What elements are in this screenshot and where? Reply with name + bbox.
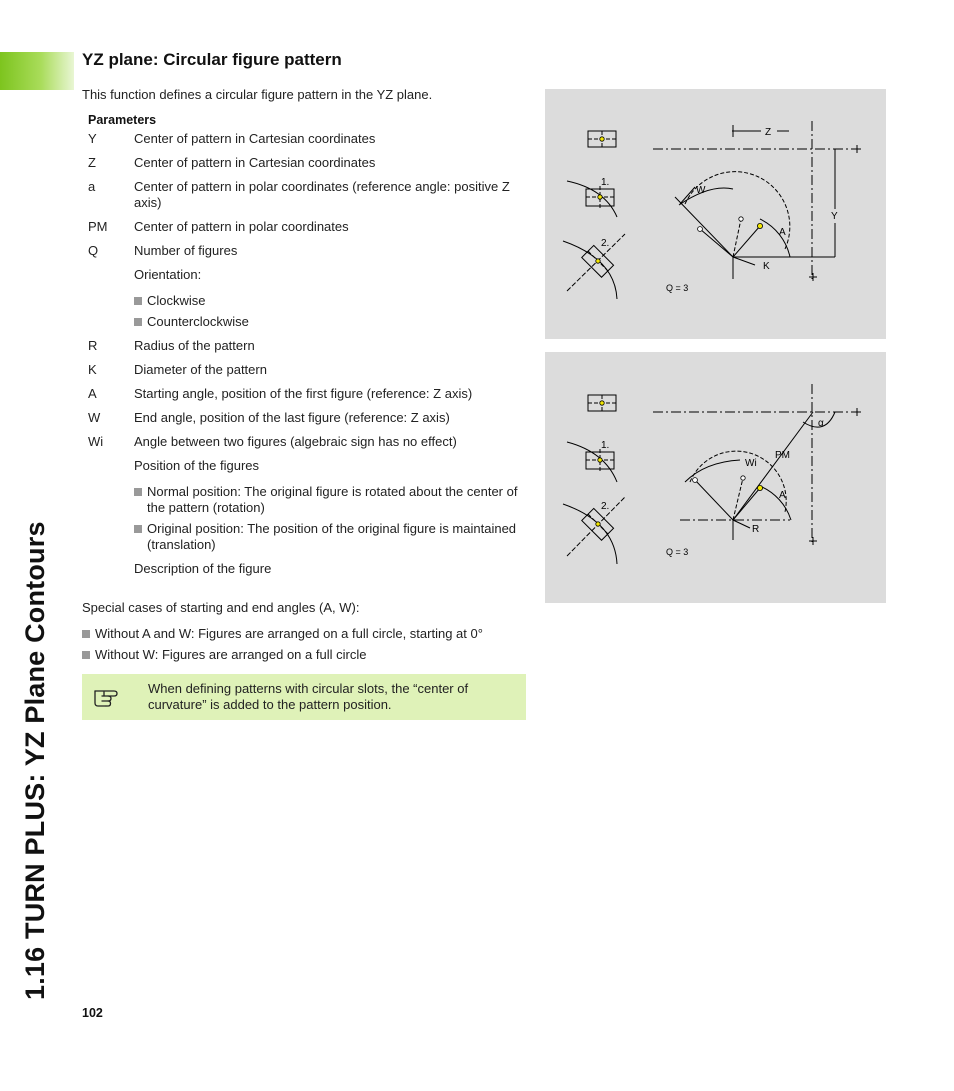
- param-key-a-polar: a: [88, 179, 96, 194]
- label-w: W: [696, 185, 706, 196]
- bullet-square: [134, 488, 142, 496]
- param-key-wi: Wi: [88, 434, 104, 449]
- param-desc-pm: Center of pattern in polar coordinates: [134, 219, 349, 234]
- param-desc-q: Number of figures: [134, 243, 238, 258]
- diagram-figure-1: [545, 89, 886, 339]
- chapter-tab-accent: [0, 52, 74, 90]
- bullet-square: [82, 651, 90, 659]
- param-desc-a: Starting angle, position of the first figure (reference: Z axis): [134, 386, 473, 401]
- label-q-count: Q = 3: [666, 547, 689, 557]
- bullet-square: [134, 525, 142, 533]
- circular-pattern-diagram-1: [545, 89, 886, 339]
- param-desc-k: Diameter of the pattern: [134, 362, 267, 377]
- orientation-option: Counterclockwise: [134, 314, 537, 330]
- special-cases-intro: Special cases of starting and end angles (A, W):: [82, 600, 360, 615]
- position-option: Normal position: The original figure is rotated about the center of the pattern (rotation): [134, 484, 537, 516]
- label-y: Y: [831, 211, 838, 222]
- param-key-w: W: [88, 410, 101, 425]
- bullet-square: [134, 297, 142, 305]
- label-figure-2: 2.: [601, 238, 610, 249]
- param-desc-wi: Angle between two figures (algebraic sign has no effect): [134, 434, 457, 449]
- position-option: Original position: The position of the original figure is maintained (translation): [134, 521, 537, 553]
- circular-pattern-diagram-2: [545, 352, 886, 603]
- param-desc-y: Center of pattern in Cartesian coordinates: [134, 131, 376, 146]
- label-figure-1: 1.: [601, 440, 610, 451]
- page-number: 102: [82, 1006, 103, 1020]
- param-desc-w: End angle, position of the last figure (reference: Z axis): [134, 410, 450, 425]
- param-desc-a-polar: Center of pattern in polar coordinates (reference angle: positive Z axis): [134, 179, 510, 210]
- label-alpha: α: [818, 418, 824, 429]
- chapter-title: 1.16 TURN PLUS: YZ Plane Contours: [20, 521, 50, 1000]
- orientation-option: Clockwise: [134, 293, 537, 309]
- section-heading: YZ plane: Circular figure pattern: [82, 50, 342, 69]
- bullet-square: [82, 630, 90, 638]
- param-desc-r: Radius of the pattern: [134, 338, 255, 353]
- param-key-r: R: [88, 338, 98, 353]
- param-key-k: K: [88, 362, 97, 377]
- param-key-y: Y: [88, 131, 97, 146]
- label-k: K: [763, 261, 770, 272]
- special-case-item: Without W: Figures are arranged on a full circle: [82, 647, 366, 662]
- figure-description-label: Description of the figure: [134, 561, 272, 576]
- label-z: Z: [765, 127, 772, 138]
- label-wi: Wi: [745, 458, 757, 469]
- intro-text: This function defines a circular figure pattern in the YZ plane.: [82, 87, 433, 102]
- label-pm: PM: [775, 450, 790, 461]
- label-q-count: Q = 3: [666, 283, 689, 293]
- diagram-figure-2: [545, 352, 886, 603]
- orientation-label: Orientation:: [134, 267, 202, 282]
- bullet-square: [134, 318, 142, 326]
- label-figure-1: 1.: [601, 177, 610, 188]
- label-a: A: [779, 227, 786, 238]
- param-key-z: Z: [88, 155, 96, 170]
- param-key-pm: PM: [88, 219, 108, 234]
- param-key-q: Q: [88, 243, 99, 258]
- label-a: A: [779, 490, 786, 501]
- label-figure-2: 2.: [601, 501, 610, 512]
- param-key-a: A: [88, 386, 97, 401]
- pointing-hand-icon: [92, 683, 128, 709]
- note-box: [82, 674, 526, 720]
- label-r: R: [752, 524, 760, 535]
- parameters-heading: Parameters: [88, 113, 157, 127]
- special-case-item: Without A and W: Figures are arranged on a full circle, starting at 0°: [82, 626, 483, 641]
- note-text: When defining patterns with circular slots, the “center of curvature” is added to the pattern position.: [148, 681, 469, 712]
- position-label: Position of the figures: [134, 458, 260, 473]
- param-desc-z: Center of pattern in Cartesian coordinates: [134, 155, 376, 170]
